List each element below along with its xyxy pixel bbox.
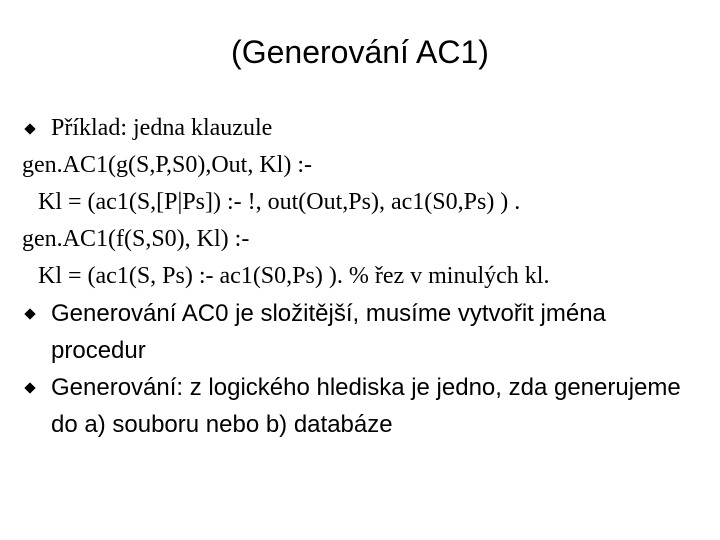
slide-title: (Generování AC1): [231, 34, 489, 70]
diamond-bullet-icon: [24, 382, 35, 393]
diamond-bullet-icon: [24, 308, 35, 319]
bullet-item-ac0: [22, 295, 702, 369]
slide-content: [22, 110, 702, 443]
diamond-bullet-icon: [24, 123, 35, 134]
code-line: gen.AC1(f(S,S0), Kl) :-: [22, 226, 250, 252]
bullet-text: Generování AC0 je složitější, musíme vytvořit jména procedur: [51, 300, 606, 364]
bullet-text: Příklad: jedna klauzule: [51, 115, 273, 141]
code-line: gen.AC1(g(S,P,S0),Out, Kl) :-: [22, 152, 313, 178]
bullet-item-example: [22, 110, 702, 147]
bullet-text: Generování: z logického hlediska je jedno, zda generujeme do a) souboru nebo b) databáze: [51, 374, 681, 438]
code-line: Kl = (ac1(S, Ps) :- ac1(S0,Ps) ). % řez v minulých kl.: [38, 263, 550, 289]
bullet-item-generation: [22, 369, 702, 443]
code-line: Kl = (ac1(S,[P|Ps]) :- !, out(Out,Ps), ac1(S0,Ps) ) .: [38, 189, 521, 215]
